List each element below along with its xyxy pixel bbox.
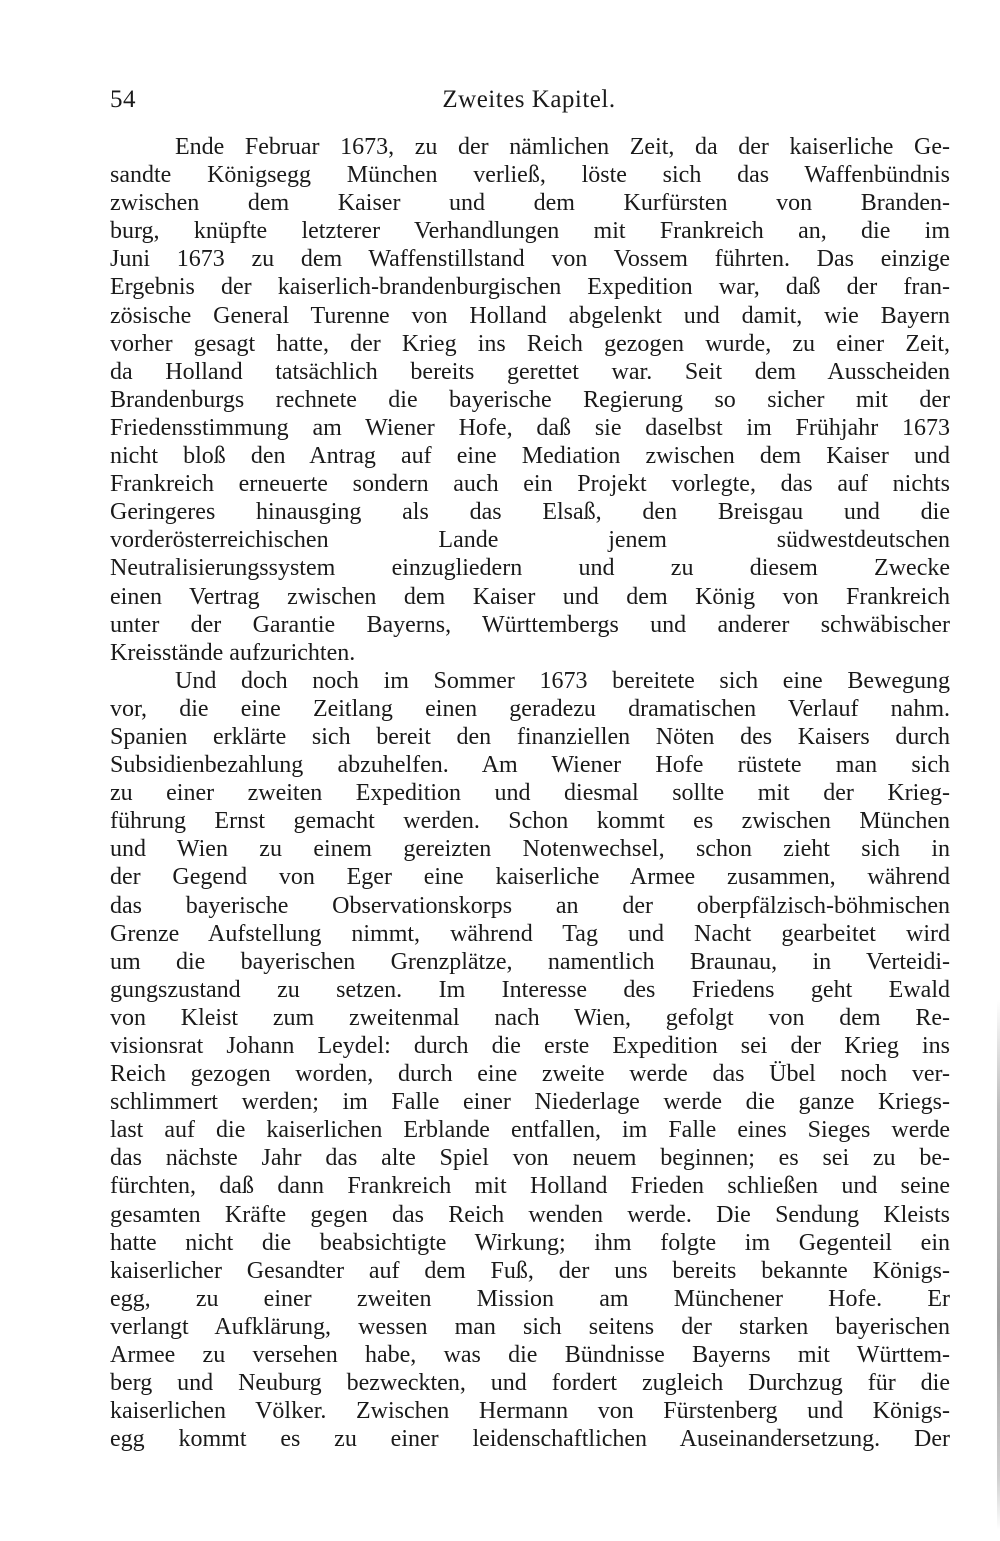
text-line: vorher gesagt hatte, der Krieg ins Reich gezogen wurde, zu einer Zeit, bbox=[110, 330, 950, 357]
text-line: Frankreich erneuerte sondern auch ein Projekt vorlegte, das auf nichts bbox=[110, 471, 950, 498]
text-line: egg kommt es zu einer leidenschaftlichen Auseinandersetzung. Der bbox=[110, 1426, 950, 1453]
text-line: zu einer zweiten Expedition und diesmal sollte mit der Krieg- bbox=[110, 780, 950, 807]
text-line: um die bayerischen Grenzplätze, namentlich Braunau, in Verteidi- bbox=[110, 948, 950, 975]
text-line: visionsrat Johann Leydel: durch die erste Expedition sei der Krieg ins bbox=[110, 1033, 950, 1059]
text-line: nicht bloß den Antrag auf eine Mediation zwischen dem Kaiser und bbox=[110, 443, 950, 470]
chapter-title: Zweites Kapitel. bbox=[442, 86, 616, 113]
text-line: Juni 1673 zu dem Waffenstillstand von Vossem führten. Das einzige bbox=[110, 246, 950, 273]
text-line: Ergebnis der kaiserlich-brandenburgischen Expedition war, daß der fran- bbox=[110, 274, 950, 301]
text-line: egg, zu einer zweiten Mission am Münchener Hofe. Er bbox=[110, 1285, 950, 1312]
text-line: und Wien zu einem gereizten Notenwechsel, schon zieht sich in bbox=[110, 836, 950, 863]
page-number: 54 bbox=[110, 86, 136, 113]
running-head bbox=[110, 82, 948, 118]
text-line: zösische General Turenne von Holland abgelenkt und damit, wie Bayern bbox=[110, 302, 950, 329]
text-line: Reich gezogen worden, durch eine zweite werde das Übel noch ver- bbox=[110, 1061, 950, 1088]
text-line: vorderösterreichischen Lande jenem südwestdeutschen bbox=[110, 527, 950, 554]
text-line: Und doch noch im Sommer 1673 bereitete sich eine Bewegung bbox=[175, 667, 950, 694]
text-line: Geringeres hinausging als das Elsaß, den Breisgau und die bbox=[110, 499, 950, 526]
text-line: Friedensstimmung am Wiener Hofe, daß sie daselbst im Frühjahr 1673 bbox=[110, 414, 950, 441]
text-line: Armee zu versehen habe, was die Bündnisse Bayerns mit Württem- bbox=[110, 1342, 950, 1369]
text-line: von Kleist zum zweitenmal nach Wien, gefolgt von dem Re- bbox=[110, 1004, 950, 1031]
text-line: fürchten, daß dann Frankreich mit Holland Frieden schließen und seine bbox=[110, 1173, 950, 1200]
text-line: kaiserlicher Gesandter auf dem Fuß, der uns bereits bekannte Königs- bbox=[110, 1257, 950, 1284]
text-line: burg, knüpfte letzterer Verhandlungen mit Frankreich an, die im bbox=[110, 218, 950, 245]
text-line: berg und Neuburg bezweckten, und fordert zugleich Durchzug für die bbox=[110, 1370, 950, 1397]
text-line: da Holland tatsächlich bereits gerettet war. Seit dem Ausscheiden bbox=[110, 358, 950, 385]
text-line: Subsidienbezahlung abzuhelfen. Am Wiener Hofe rüstete man sich bbox=[110, 752, 950, 779]
text-line: Spanien erklärte sich bereit den finanziellen Nöten des Kaisers durch bbox=[110, 723, 950, 750]
text-line: sandte Königsegg München verließ, löste sich das Waffenbündnis bbox=[110, 162, 950, 189]
text-line: zwischen dem Kaiser und dem Kurfürsten von Branden- bbox=[110, 190, 950, 217]
text-line: vor, die eine Zeitlang einen geradezu dramatischen Verlauf nahm. bbox=[110, 695, 950, 722]
text-line: führung Ernst gemacht werden. Schon kommt es zwischen München bbox=[110, 808, 950, 835]
text-line: verlangt Aufklärung, wessen man sich seitens der starken bayerischen bbox=[110, 1313, 950, 1340]
text-line: gungszustand zu setzen. Im Interesse des Friedens geht Ewald bbox=[110, 976, 950, 1003]
text-line: Kreisstände aufzurichten. bbox=[110, 639, 356, 666]
text-line: Neutralisierungssystem einzugliedern und zu diesem Zwecke bbox=[110, 555, 950, 582]
text-line: hatte nicht die beabsichtigte Wirkung; ihm folgte im Gegenteil ein bbox=[110, 1229, 950, 1256]
text-line: schlimmert werden; im Falle einer Niederlage werde die ganze Kriegs- bbox=[110, 1089, 950, 1116]
text-line: unter der Garantie Bayerns, Württembergs und anderer schwäbischer bbox=[110, 611, 950, 638]
text-line: das nächste Jahr das alte Spiel von neuem beginnen; es sei zu be- bbox=[110, 1145, 950, 1172]
text-line: gesamten Kräfte gegen das Reich wenden werde. Die Sendung Kleists bbox=[110, 1201, 950, 1228]
text-line: last auf die kaiserlichen Erblande entfallen, im Falle eines Sieges werde bbox=[110, 1117, 950, 1144]
text-line: das bayerische Observationskorps an der oberpfälzisch-böhmischen bbox=[110, 892, 950, 919]
text-line: der Gegend von Eger eine kaiserliche Armee zusammen, während bbox=[110, 864, 950, 891]
body-text bbox=[110, 133, 950, 1453]
text-line: einen Vertrag zwischen dem Kaiser und dem König von Frankreich bbox=[110, 583, 950, 610]
text-line: Ende Februar 1673, zu der nämlichen Zeit, da der kaiserliche Ge- bbox=[175, 134, 950, 160]
text-line: kaiserlichen Völker. Zwischen Hermann von Fürstenberg und Königs- bbox=[110, 1398, 950, 1425]
text-line: Brandenburgs rechnete die bayerische Regierung so sicher mit der bbox=[110, 386, 950, 413]
text-line: Grenze Aufstellung nimmt, während Tag und Nacht gearbeitet wird bbox=[110, 920, 950, 947]
